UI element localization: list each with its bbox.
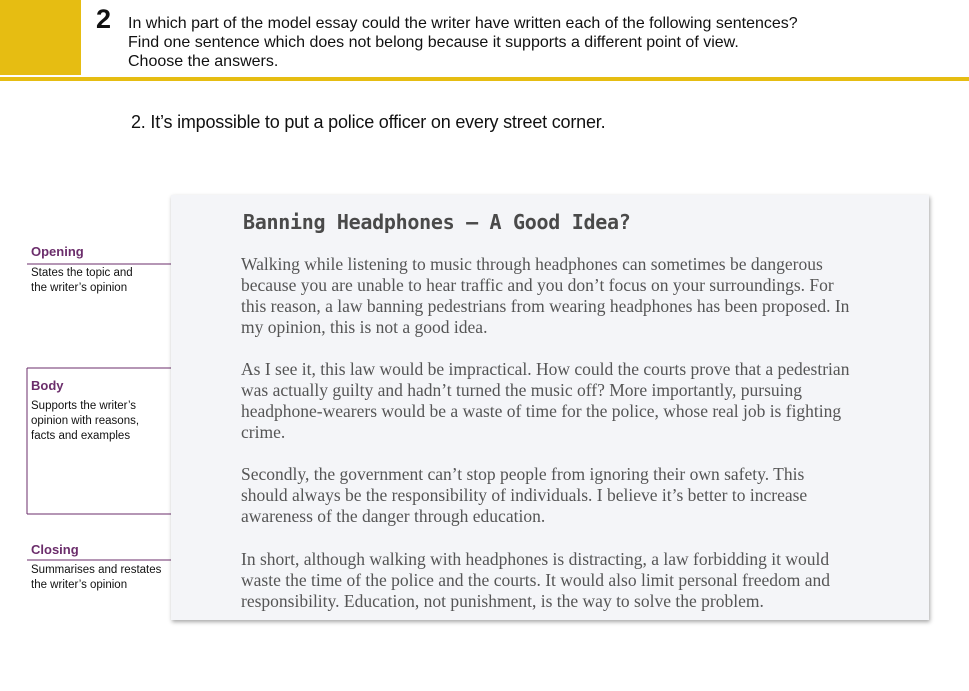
instruction-line: Choose the answers. <box>128 53 279 70</box>
essay-line: Secondly, the government can’t stop people from ignoring their own safety. This <box>241 464 805 484</box>
essay-line: headphone-wearers would be a waste of time for the police, whose real job is fighting <box>241 401 842 421</box>
essay-line: my opinion, this is not a good idea. <box>241 317 488 337</box>
essay-line: As I see it, this law would be impractical. How could the courts prove that a pedestrian <box>241 359 850 379</box>
essay-line: waste the time of the police and the courts. It would also limit personal freedom and <box>241 570 831 590</box>
body-description: Supports the writer’s opinion with reasons, facts and examples <box>31 400 140 442</box>
essay-line: should always be the responsibility of individuals. I believe it’s better to increase <box>241 485 808 505</box>
question-number-block <box>0 0 81 75</box>
essay-line: crime. <box>241 422 286 442</box>
essay-line: Walking while listening to music through headphones can sometimes be dangerous <box>241 254 823 274</box>
essay-paragraph-closing <box>241 549 921 612</box>
question-number: 2 <box>96 4 112 34</box>
question-header <box>0 0 969 80</box>
essay-line: awareness of the danger through education. <box>241 506 546 526</box>
essay-line: this reason, a law banning pedestrians from wearing headphones has been proposed. In <box>241 296 850 316</box>
question-instructions <box>128 14 798 71</box>
essay-paragraph-body-2 <box>241 464 921 527</box>
opening-label: Opening <box>31 244 84 259</box>
essay-line: was actually guilty and hadn’t turned the music off? More importantly, pursuing <box>241 380 803 400</box>
essay-title: Banning Headphones – A Good Idea? <box>243 210 631 234</box>
opening-description: States the topic and the writer’s opinion <box>31 267 133 294</box>
body-label: Body <box>31 378 64 393</box>
essay-line: because you are unable to hear traffic and you don’t focus on your surroundings. For <box>241 275 834 295</box>
essay-line: responsibility. Education, not punishment, is the way to solve the problem. <box>241 591 764 611</box>
header-divider <box>0 77 969 81</box>
closing-description: Summarises and restates the writer’s opinion <box>31 564 162 591</box>
instruction-line: In which part of the model essay could the writer have written each of the following sentences? <box>128 15 798 32</box>
item-sentence: 2. It’s impossible to put a police officer on every street corner. <box>131 112 606 132</box>
essay-line: In short, although walking with headphones is distracting, a law forbidding it would <box>241 549 830 569</box>
instruction-line: Find one sentence which does not belong because it supports a different point of view. <box>128 34 739 51</box>
essay-paragraph-body-1 <box>241 359 921 443</box>
essay-paragraph-opening <box>241 254 921 338</box>
closing-label: Closing <box>31 542 79 557</box>
